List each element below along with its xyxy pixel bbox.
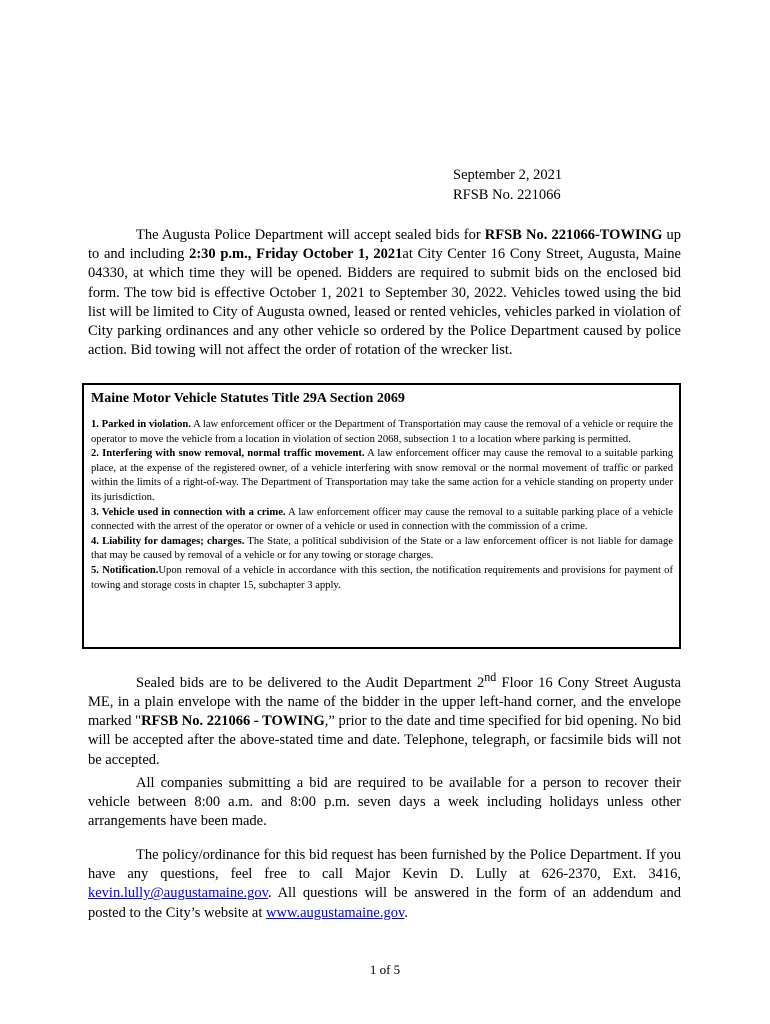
statute-heading: 4. Liability for damages; charges.: [91, 535, 245, 547]
policy-text-3: .: [404, 904, 408, 921]
recovery-text: All companies submitting a bid are required to be available for a person to recover their vehicle between 8:00 a.m. and 8:00 p.m. seven days a week including holidays unless other arrangements have been made.: [88, 775, 681, 830]
statute-text: A law enforcement officer may cause the removal to a suitable parking place, at the expense of the registered owner, of a vehicle interfering with snow removal or the normal movement of traffic or parked within the limits of a right-of-way. The Department of Transportation may take the same action for a vehicle standing on property under its jurisdiction.: [91, 448, 674, 503]
website-link[interactable]: www.augustamaine.gov: [266, 904, 405, 921]
delivery-text-1: Sealed bids are to be delivered to the Audit Department 2: [136, 674, 485, 691]
intro-paragraph: [88, 226, 681, 360]
statute-item: [91, 564, 673, 593]
delivery-bold-rfsb: RFSB No. 221066 - TOWING: [141, 713, 325, 730]
statute-text: Upon removal of a vehicle in accordance with this section, the notification requirements and provisions for payment of towing and storage costs in chapter 15, subchapter 3 apply.: [91, 564, 673, 591]
statute-text: A law enforcement officer may cause the removal to a suitable parking place of a vehicle connected with the arrest of the operator or owner of a vehicle or used in connection with the commission of a crime.: [91, 506, 673, 533]
intro-text-2: up to and including: [88, 227, 681, 263]
policy-text-1: The policy/ordinance for this bid request has been furnished by the Police Department. If you have any questions, feel free to call Major Kevin D. Lully at 626-2370, Ext. 3416,: [88, 847, 681, 883]
statute-item: [91, 447, 673, 505]
delivery-text-2: Floor 16 Cony Street Augusta ME, in a plain envelope with the name of the bidder in the upper left-hand corner, and the envelope marked ": [88, 674, 681, 730]
intro-bold-rfsb: RFSB No. 221066-TOWING: [484, 227, 663, 243]
page-number: 1 of 5: [369, 962, 401, 977]
policy-text-2: . All questions will be answered in the form of an addendum and posted to the City’s website at: [88, 885, 681, 921]
intro-text-3: at City Center 16 Cony Street, Augusta, Maine 04330, at which time they will be opened. Bidders are required to submit bids on the enclosed bid form. The tow bid is effective October 1, 2021 to September 30, 2022. Vehicles towed using the bid list will be limited to City of Augusta owned, leased or rented vehicles, vehicles parked in violation of City parking ordinances and any other vehicle so ordered by the Police Department caused by police action. Bid towing will not affect the order of rotation of the wrecker list.: [88, 246, 681, 359]
statute-heading: 1. Parked in violation.: [91, 419, 191, 430]
intro-bold-deadline: 2:30 p.m., Friday October 1, 2021: [189, 246, 403, 263]
floor-superscript: nd: [484, 670, 497, 684]
document-date: September 2, 2021: [453, 167, 563, 183]
policy-paragraph: [88, 846, 681, 923]
statute-item: [91, 535, 673, 564]
statutes-box: [82, 383, 681, 649]
delivery-text-3: ,” prior to the date and time specified for bid opening. No bid will be accepted after the above-stated time and date. Telephone, telegraph, or facsimile bids will not be accepted.: [88, 713, 682, 768]
statutes-title: Maine Motor Vehicle Statutes Title 29A Section 2069: [91, 391, 405, 406]
intro-text-1: The Augusta Police Department will accept sealed bids for: [136, 227, 485, 243]
statute-item: [91, 506, 673, 535]
statute-heading: 3. Vehicle used in connection with a crime.: [91, 506, 286, 518]
email-link[interactable]: kevin.lully@augustamaine.gov: [88, 885, 268, 902]
statute-text: The State, a political subdivision of the State or a law enforcement officer is not liable for damage that may be caused by removal of a vehicle or for any towing or storage charges.: [91, 535, 673, 562]
statute-item: [91, 418, 673, 447]
document-header: [453, 165, 562, 205]
delivery-paragraph: [88, 668, 681, 770]
recovery-paragraph: [88, 774, 681, 832]
statute-heading: 5. Notification.: [91, 564, 159, 576]
rfsb-number: RFSB No. 221066: [453, 187, 561, 203]
statute-heading: 2. Interfering with snow removal, normal traffic movement.: [91, 448, 365, 460]
statute-text: A law enforcement officer or the Department of Transportation may cause the removal of a vehicle or require the operator to move the vehicle from a location in violation of section 2068, subsection 1 to a location where parking is permitted.: [91, 419, 673, 445]
